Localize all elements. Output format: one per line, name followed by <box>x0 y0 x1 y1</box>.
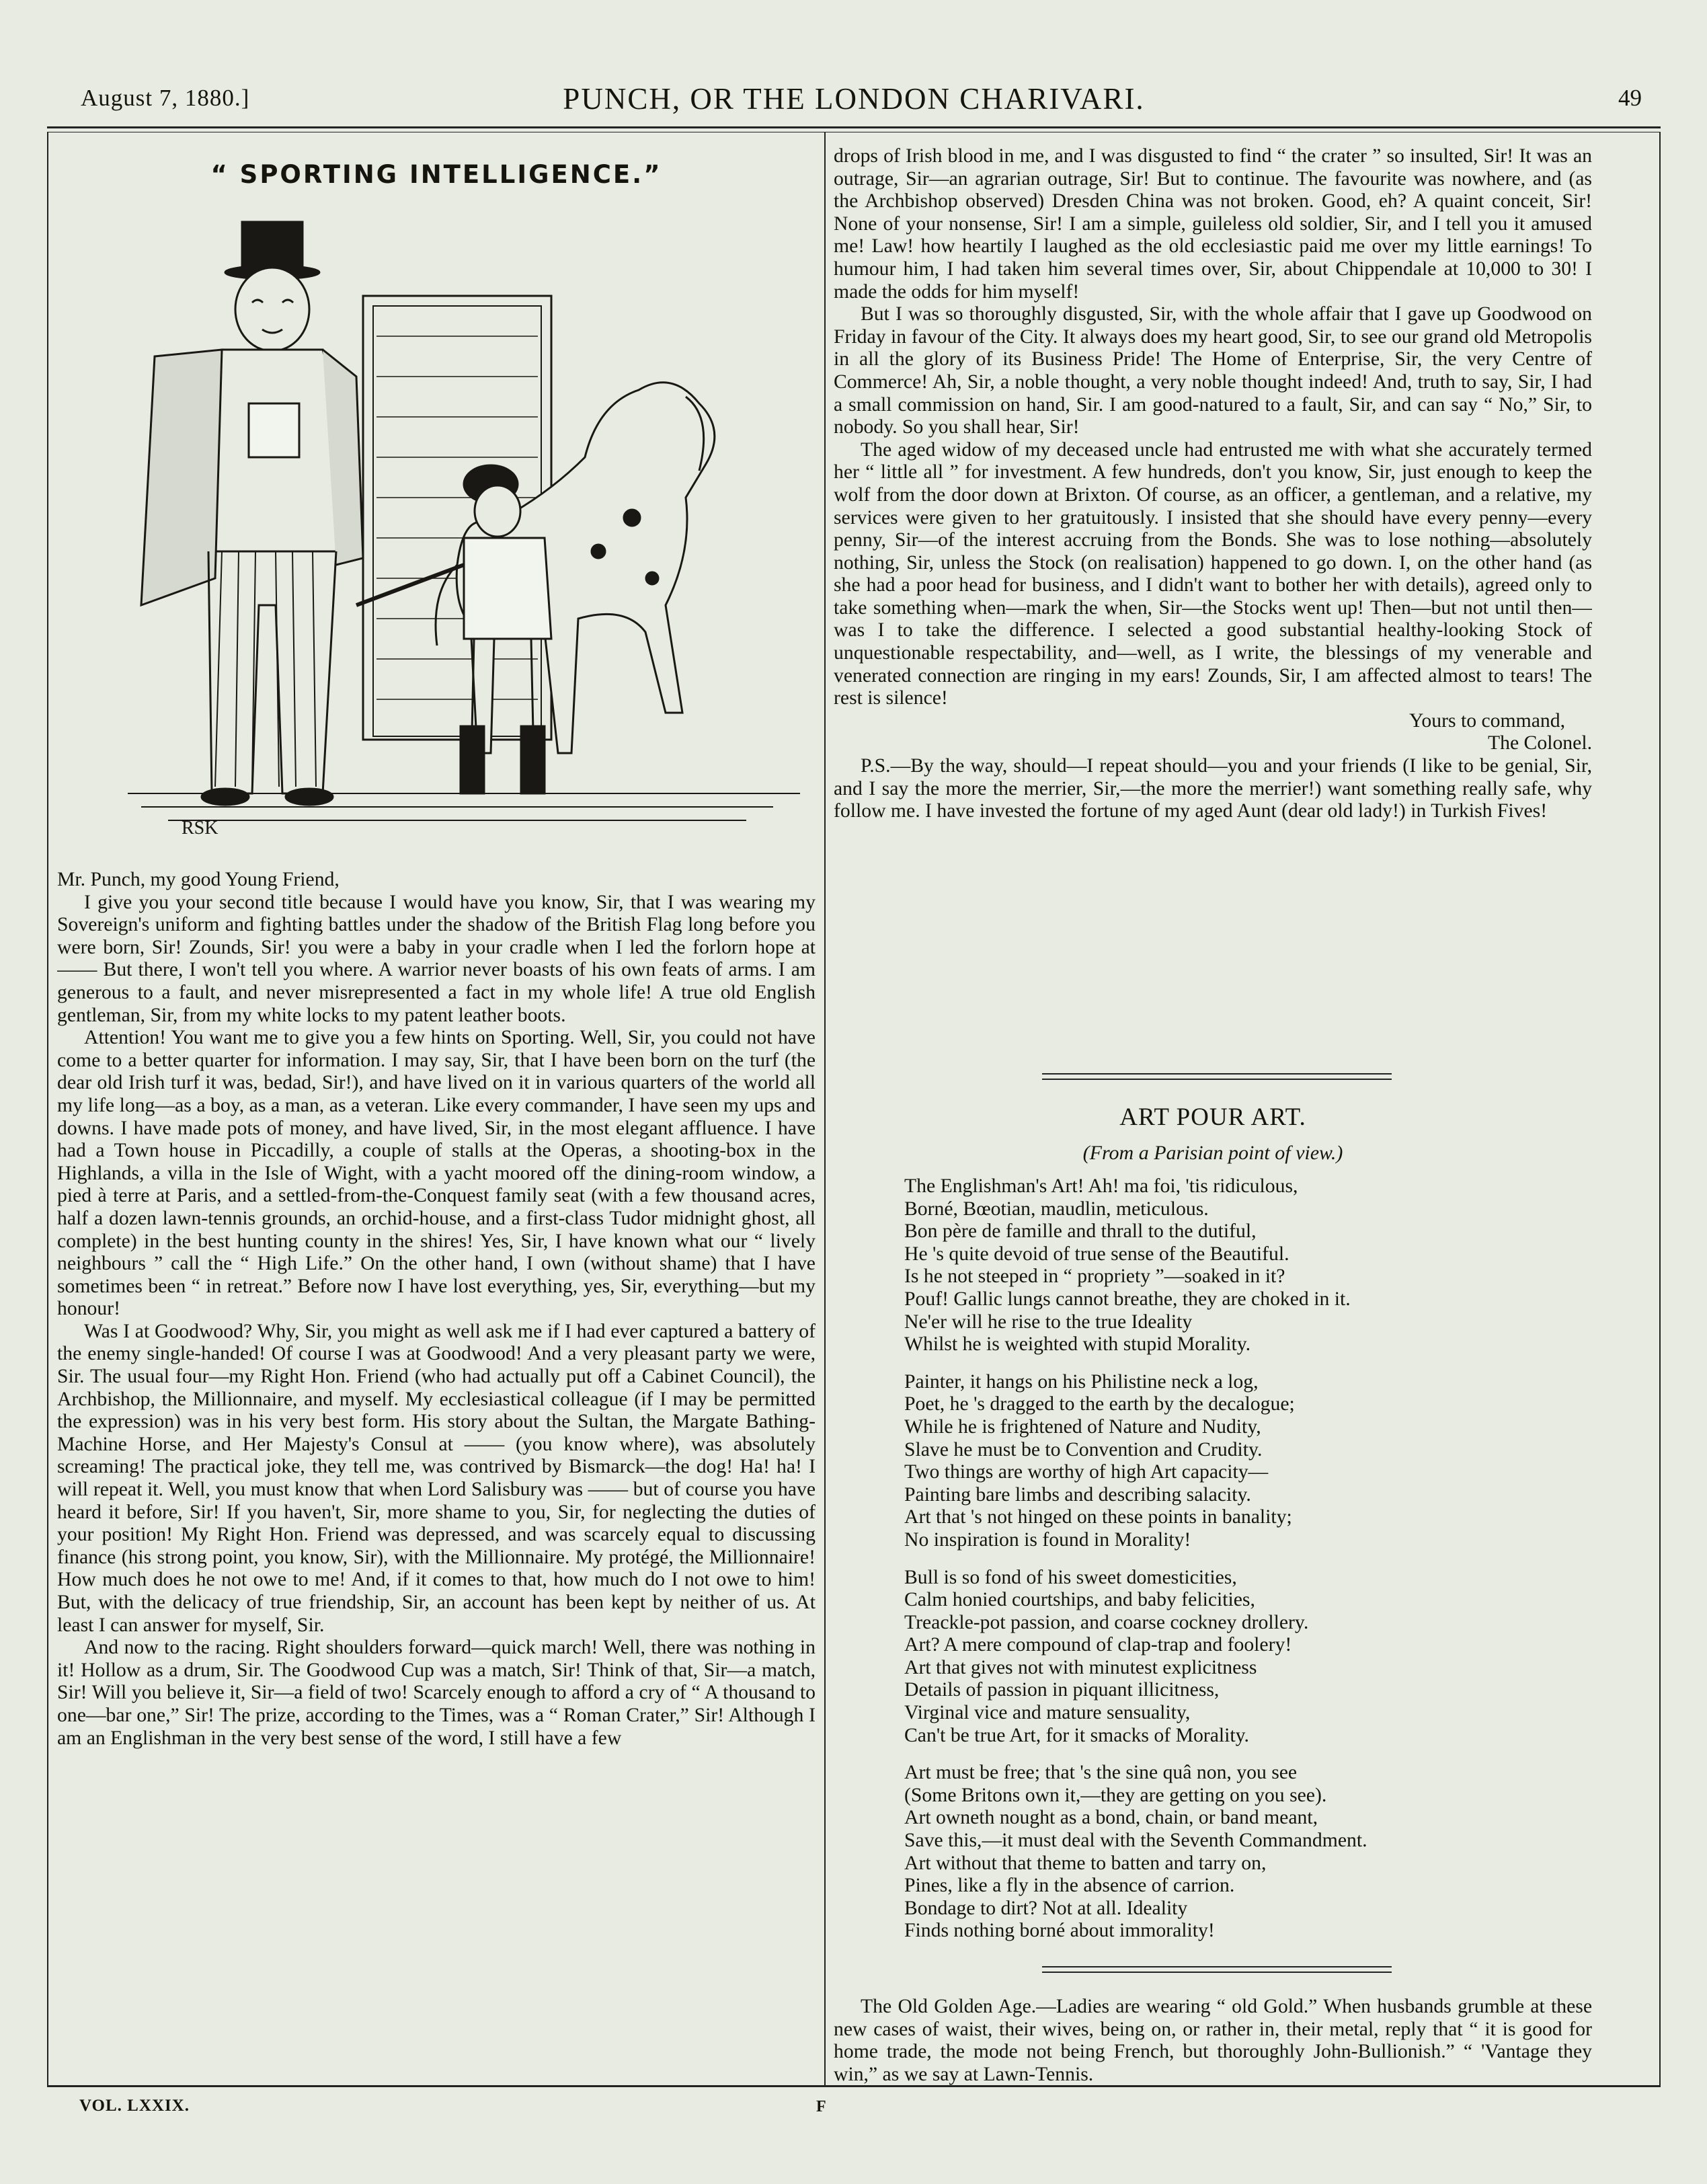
cartoon-title: “ SPORTING INTELLIGENCE.” <box>210 160 662 189</box>
poem-line: Ne'er will he rise to the true Ideality <box>904 1311 1193 1333</box>
poem-stanza <box>904 1371 1563 1552</box>
poem-line: Art must be free; that 's the sine quâ non, you see <box>904 1762 1298 1784</box>
letter-paragraph: And now to the racing. Right shoulders forward—quick march! Well, there was nothing in it! Hollow as a drum, Sir. The Goodwood Cup was a match, Sir! Think of that, Sir—a match, Sir! Will you believe it, Sir—a field of two! Scarcely enough to afford a cry of “ A thousand to one—bar one,” Sir! The prize, according to the Times, was a “ Roman Crater,” Sir! Although I am an Englishman in the very best sense of the word, I still have a few <box>57 1637 816 1749</box>
poem-line: Whilst he is weighted with stupid Morality. <box>904 1333 1251 1356</box>
poem-title: ART POUR ART. <box>1119 1103 1306 1131</box>
poem-line: Art without that theme to batten and tarry on, <box>904 1852 1267 1874</box>
golden-age-text: The Old Golden Age.—Ladies are wearing “ old Gold.” When husbands grumble at these new cases of waist, their wives, being on, or rather in, their metal, reply that “ it is good for home trade, the mode not being French, but thoroughly John-Bullionish.” “ 'Vantage they win,” as we say at Lawn-Tennis. <box>834 1996 1592 2085</box>
poem-stanza <box>904 1762 1563 1943</box>
poem-body <box>904 1175 1563 1957</box>
poem-line: Painting bare limbs and describing salacity. <box>904 1483 1251 1506</box>
poem-stanza <box>904 1567 1563 1748</box>
poem-line: Pines, like a fly in the absence of carrion. <box>904 1875 1235 1897</box>
poem-line: Treackle-pot passion, and coarse cockney drollery. <box>904 1611 1309 1633</box>
poem-line: Borné, Bœotian, maudlin, meticulous. <box>904 1198 1209 1220</box>
poem-line: Art that 's not hinged on these points in banality; <box>904 1506 1292 1528</box>
golden-age-paragraph <box>834 1996 1592 2086</box>
poem-line: Bon père de famille and thrall to the dutiful, <box>904 1220 1257 1243</box>
poem-line: Can't be true Art, for it smacks of Morality. <box>904 1724 1249 1746</box>
poem-line: Save this,—it must deal with the Seventh Commandment. <box>904 1830 1367 1852</box>
poem-line: (Some Britons own it,—they are getting on you see). <box>904 1784 1327 1806</box>
poem-line: No inspiration is found in Morality! <box>904 1528 1191 1551</box>
poem-line: The Englishman's Art! Ah! ma foi, 'tis ridiculous, <box>904 1175 1298 1197</box>
letter-paragraph: I give you your second title because I would have you know, Sir, that I was wearing my Sovereign's uniform and fighting battles under the shadow of the British Flag long before you were born, Sir! Zounds, Sir! you were a baby in your cradle when I led the forlorn hope at —— But there, I won't tell you where. A warrior never boasts of his own feats of arms. I am generous to a fault, and never misrepresented a fact in my whole life! A true old English gentleman, Sir, from my white locks to my patent leather boots. <box>57 891 816 1026</box>
publication-title: PUNCH, OR THE LONDON CHARIVARI. <box>563 82 1145 116</box>
volume-label: VOL. LXXIX. <box>79 2097 190 2115</box>
issue-date: August 7, 1880.] <box>81 85 250 111</box>
letter-signature: The Colonel. <box>1487 732 1592 754</box>
letter-paragraph: Attention! You want me to give you a few hints on Sporting. Well, Sir, you could not have come to a better quarter for information. I may say, Sir, that I have been born on the turf (the dear old Irish turf it was, bedad, Sir!), and have lived on it in various quarters of the world all my life long—as a boy, as a man, as a veteran. Like every commander, I have seen my ups and downs. I have made pots of money, and have lived, Sir, in the most elegant affluence. I have had a Town house in Piccadilly, a couple of stalls at the Operas, a shooting-box in the Highlands, a villa in the Isle of Wight, with a yacht moored off the dining-room window, a pied à terre at Paris, and a settled-from-the-Conquest family seat (with a few thousand acres, half a dozen lawn-tennis grounds, an orchid-house, and a first-class Tudor midnight ghost, all complete) in the best hunting county in the shires! Yes, Sir, I have known what our “ lively neighbours ” call the “ High Life.” On the other hand, I own (without shame) that I have sometimes been “ in retreat.” Before now I have lost everything, yes, Sir, everything—but my honour! <box>57 1027 816 1320</box>
poem-line: Pouf! Gallic lungs cannot breathe, they are choked in it. <box>904 1288 1351 1310</box>
column-rule <box>824 132 826 2087</box>
poem-line: Two things are worthy of high Art capacity— <box>904 1461 1269 1483</box>
letter-paragraph: The aged widow of my deceased uncle had entrusted me with what she accurately termed her “ little all ” for investment. A few hundreds, don't you know, Sir, just enough to keep the wolf from the door down at Brixton. Of course, as an officer, a gentleman, and a relative, my services were given to her gratuitously. I insisted that she should have every penny—every penny, Sir—of the interest accruing from the Bonds. She was to lose nothing—absolutely nothing, Sir, unless the Stock (on realisation) happened to go down. I, on the other hand (as she had a poor head for business, and I didn't want to bother her with details), agreed only to take something when—mark the when, Sir—the Stocks went up! Then—but not until then—was I to take the difference. I selected a good substantial healthy-looking Stock of unquestionable respectability, and—well, as I write, the blessings of my venerable and venerated connection are ringing in my ears! Zounds, Sir, I am affected almost to tears! The rest is silence! <box>834 438 1592 709</box>
poem-stanza <box>904 1175 1563 1356</box>
running-header <box>47 79 1661 133</box>
letter-column-right <box>834 145 1592 1060</box>
poem-line: Slave he must be to Convention and Crudity. <box>904 1438 1263 1460</box>
poem-line: Art owneth nought as a bond, chain, or band meant, <box>904 1807 1318 1829</box>
artist-monogram: RSK <box>182 818 219 838</box>
poem-line: Art that gives not with minutest explicitness <box>904 1656 1257 1678</box>
poem-subtitle: (From a Parisian point of view.) <box>1082 1142 1343 1164</box>
poem-line: Bull is so fond of his sweet domesticities, <box>904 1566 1237 1588</box>
poem-line: Poet, he 's dragged to the earth by the decalogue; <box>904 1393 1295 1415</box>
cartoon-illustration <box>114 202 813 857</box>
poem-line: Virginal vice and mature sensuality, <box>904 1702 1191 1724</box>
poem-line: He 's quite devoid of true sense of the Beautiful. <box>904 1243 1289 1265</box>
poem-line: Calm honied courtships, and baby felicities, <box>904 1589 1255 1611</box>
letter-salutation: Mr. Punch, my good Young Friend, <box>57 869 340 890</box>
poem-line: Art? A mere compound of clap-trap and foolery! <box>904 1634 1292 1656</box>
letter-closing: Yours to command, <box>1408 709 1565 732</box>
poem-line: Details of passion in piquant illicitness, <box>904 1679 1220 1701</box>
letter-paragraph: drops of Irish blood in me, and I was disgusted to find “ the crater ” so insulted, Sir! It was an outrage, Sir—an agrarian outrage, Sir! But to continue. The favourite was nowhere, and (as the Archbishop observed) Dresden China was not broken. Good, eh? A quaint conceit, Sir! None of your nonsense, Sir! I am a simple, guileless old soldier, Sir, and I tell you it amused me! Law! how heartily I laughed as the old ecclesiastic paid me over my little earnings! To humour him, I had taken him several times over, Sir, about Chippendale at 10,000 to 30! I made the odds for him myself! <box>834 145 1592 303</box>
letter-paragraph: But I was so thoroughly disgusted, Sir, with the whole affair that I gave up Goodwood on Friday in favour of the City. It always does my heart good, Sir, to see our grand old Metropolis in all the glory of its Business Pride! The Home of Enterprise, Sir, the very Centre of Commerce! Ah, Sir, a noble thought, a very noble thought indeed! And, truth to say, Sir, I had a small commission on hand, Sir. I am good-natured to a fault, Sir, and can say “ No,” Sir, to nobody. So you shall hear, Sir! <box>834 303 1592 438</box>
poem-line: Bondage to dirt? Not at all. Ideality <box>904 1897 1188 1919</box>
poem-line: Is he not steeped in “ propriety ”—soaked in it? <box>904 1265 1285 1288</box>
gentleman-figure <box>141 222 363 805</box>
letter-postscript: P.S.—By the way, should—I repeat should—you and your friends (I like to be genial, Sir, and I say the more the merrier, Sir,—the more the merrier!) want something really safe, why follow me. I have invested the fortune of my aged Aunt (dear old lady!) in Turkish Fives! <box>834 755 1592 822</box>
letter-paragraph: Was I at Goodwood? Why, Sir, you might as well ask me if I had ever captured a battery of the enemy single-handed! Of course I was at Goodwood! And a very pleasant party we were, Sir. The usual four—my Right Hon. Friend (who had actually put off a Cabinet Council), the Archbishop, the Millionnaire, and myself. My ecclesiastical colleague (if I may be permitted the expression) was in his very best form. His story about the Sultan, the Margate Bathing-Machine Horse, and Her Majesty's Consul at —— (you know where), was absolutely screaming! The practical joke, they tell me, was contrived by Bismarck—the dog! Ha! ha! I will repeat it. Well, you must know that when Lord Salisbury was —— but of course you have heard it before, Sir! If you haven't, Sir, more shame to you, Sir, for neglecting the duties of your position! My Right Hon. Friend was depressed, and was scarcely equal to discussing finance (his strong point, you know, Sir), with the Millionnaire. My protégé, the Millionnaire! How much does he not owe to me! And, if it comes to that, how much do I not owe to him! But, with the delicacy of true friendship, Sir, an account has been kept by neither of us. At least I can answer for myself, Sir. <box>57 1320 816 1636</box>
page-number: 49 <box>1618 85 1642 111</box>
section-divider <box>1042 1966 1392 1973</box>
poem-line: Painter, it hangs on his Philistine neck a log, <box>904 1370 1259 1393</box>
signature-mark: F <box>816 2098 826 2115</box>
poem-line: While he is frightened of Nature and Nudity, <box>904 1415 1261 1438</box>
section-divider <box>1042 1073 1392 1080</box>
poem-line: Finds nothing borné about immorality! <box>904 1920 1215 1942</box>
letter-column-left <box>57 869 816 2079</box>
